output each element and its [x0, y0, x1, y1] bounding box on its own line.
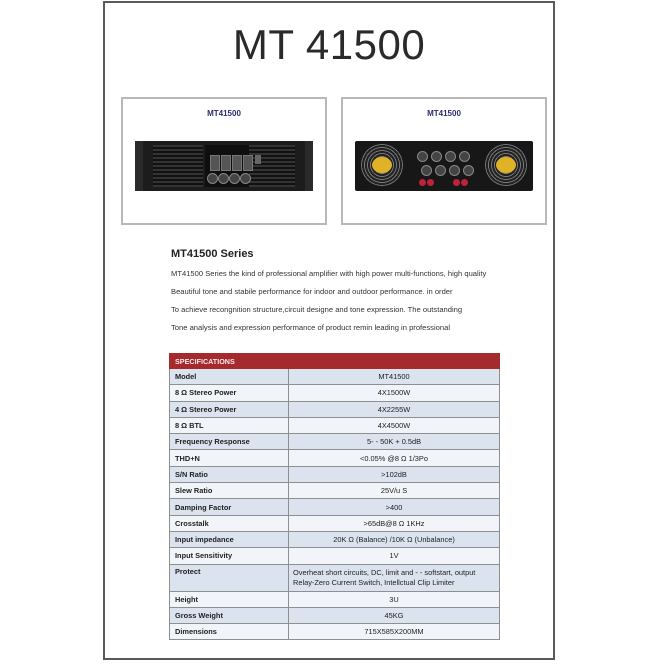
spec-label: Input impedance — [170, 531, 289, 547]
spec-value: 5- - 50K + 0.5dB — [289, 434, 500, 450]
table-row — [170, 417, 500, 433]
spec-value: >400 — [289, 499, 500, 515]
spec-value-line: Relay-Zero Current Switch, Intellctual Clip Limiter — [293, 577, 455, 587]
spec-label: Model — [170, 369, 289, 385]
table-row — [170, 483, 500, 499]
page-title: MT 41500 — [232, 21, 426, 68]
spec-value: >102dB — [289, 466, 500, 482]
spec-header-row — [170, 354, 500, 369]
description-line: MT41500 Series the kind of professional amplifier with high power multi-functions, high quality — [171, 269, 487, 278]
description-line: Tone analysis and expression performance of product remin leading in professional — [171, 323, 451, 332]
spec-value: 20K Ω (Balance) /10K Ω (Unbalance) — [289, 531, 500, 547]
spec-label: Damping Factor — [170, 499, 289, 515]
spec-label: Dimensions — [170, 624, 289, 640]
table-row — [170, 548, 500, 564]
front-panel-photo — [121, 97, 327, 225]
table-row — [170, 624, 500, 640]
document-page — [103, 1, 555, 660]
spec-label: Input Sensitivity — [170, 548, 289, 564]
spec-header: SPECIFICATIONS — [170, 354, 500, 369]
description-line: Beautiful tone and stabile performance for indoor and outdoor performance. in order — [171, 287, 453, 296]
spec-label: Gross Weight — [170, 607, 289, 623]
spec-value: 45KG — [289, 607, 500, 623]
table-row — [170, 401, 500, 417]
spec-label: Frequency Response — [170, 434, 289, 450]
spec-value: 4X4500W — [289, 417, 500, 433]
spec-label: 8 Ω BTL — [170, 417, 289, 433]
amplifier-rear-image — [355, 141, 533, 191]
series-heading: MT41500 Series — [171, 248, 254, 260]
table-row — [170, 515, 500, 531]
fan-icon — [361, 144, 403, 186]
spec-value: <0.05% @8 Ω 1/3Po — [289, 450, 500, 466]
table-row — [170, 434, 500, 450]
photo-caption: MT41500 — [207, 109, 241, 118]
spec-label: Slew Ratio — [170, 483, 289, 499]
spec-value: 3U — [289, 591, 500, 607]
spec-value: 1V — [289, 548, 500, 564]
spec-label: THD+N — [170, 450, 289, 466]
amplifier-front-image — [135, 141, 313, 191]
table-row — [170, 591, 500, 607]
spec-label: Height — [170, 591, 289, 607]
spec-label: Crosstalk — [170, 515, 289, 531]
spec-value: 4X1500W — [289, 385, 500, 401]
photo-caption: MT41500 — [427, 109, 461, 118]
table-row — [170, 499, 500, 515]
table-row — [170, 466, 500, 482]
table-row — [170, 385, 500, 401]
table-row — [170, 450, 500, 466]
spec-label: Protect — [170, 564, 289, 591]
table-row — [170, 531, 500, 547]
rear-panel-photo — [341, 97, 547, 225]
spec-label: 4 Ω Stereo Power — [170, 401, 289, 417]
table-row — [170, 564, 500, 591]
spec-value-line: Overheat short circuits, DC, limit and - - softstart, output — [293, 568, 476, 578]
specifications-table — [169, 353, 500, 640]
description-line: To achieve recongnition structure,circuit designe and tone expression. The outstanding — [171, 305, 463, 314]
spec-value: 25V/u S — [289, 483, 500, 499]
spec-label: 8 Ω Stereo Power — [170, 385, 289, 401]
spec-value — [289, 564, 500, 591]
spec-label: S/N Ratio — [170, 466, 289, 482]
spec-value: 715X585X200MM — [289, 624, 500, 640]
spec-value: >65dB@8 Ω 1KHz — [289, 515, 500, 531]
spec-value: MT41500 — [289, 369, 500, 385]
table-row — [170, 607, 500, 623]
spec-value: 4X2255W — [289, 401, 500, 417]
table-row — [170, 369, 500, 385]
fan-icon — [485, 144, 527, 186]
